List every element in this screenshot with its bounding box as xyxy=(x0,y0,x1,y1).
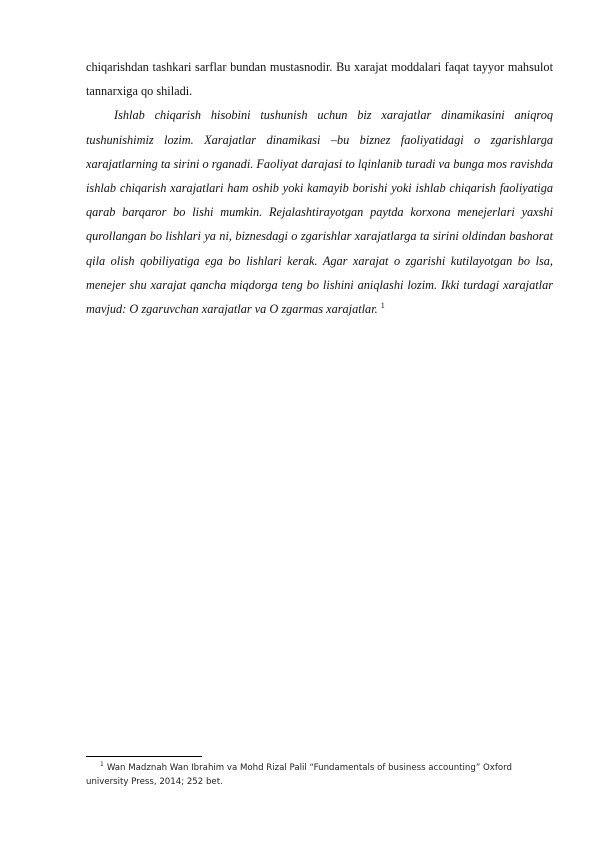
body-text xyxy=(86,55,553,321)
footnote-reference[interactable]: 1 xyxy=(380,300,385,310)
footnote-separator xyxy=(86,756,202,757)
paragraph-cost-dynamics-text: Ishlab chiqarish hisobini tushunish uchun biz xarajatlar dinamikasini aniqroq tushunishimiz lozim. Xarajatlar dinamikasi –bu biznez faoliyatidagi o zgarishlarga xarajatlarning ta sirini o rganadi. Faoliyat darajasi to lqinlanib turadi va bunga mos ravishda ishlab chiqarish xarajatlari ham oshib yoki kamayib borishi yoki ishlab chiqarish faoliyatiga qarab barqaror bo lishi mumkin. Rejalashtirayotgan paytda korxona menejerlari yaxshi qurollangan bo lishlari ya ni, biznesdagi o zgarishlar xarajatlarga ta sirini oldindan bashorat qila olish qobiliyatiga ega bo lishlari kerak. Agar xarajat o zgarishi kutilayotgan bo lsa, menejer shu xarajat qancha miqdorga teng bo lishini aniqlashi lozim. Ikki turdagi xarajatlar mavjud: O zgaruvchan xarajatlar va O zgarmas xarajatlar. xyxy=(86,108,553,317)
paragraph-cost-dynamics xyxy=(86,103,553,321)
footnote xyxy=(86,761,554,789)
footnote-number: 1 xyxy=(100,761,104,769)
paragraph-intro: chiqarishdan tashkari sarflar bundan mustasnodir. Bu xarajat moddalari faqat tayyor mahsulot tannarxiga qo shiladi. xyxy=(86,60,553,99)
footnote-text: Wan Madznah Wan Ibrahim va Mohd Rizal Palil “Fundamentals of business accounting” Oxford university Press, 2014; 252 bet. xyxy=(86,763,512,787)
